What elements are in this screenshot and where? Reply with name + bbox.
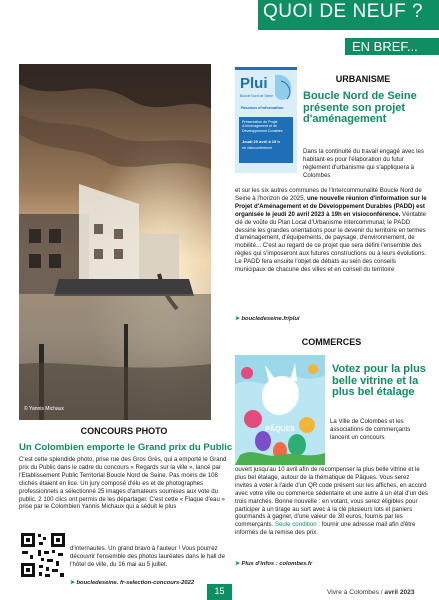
plui-brochure bbox=[235, 67, 297, 173]
section-subtitle: EN BREF... bbox=[352, 39, 418, 54]
brochure-heading: Réunion d'information bbox=[241, 105, 284, 110]
footer-separator: / bbox=[378, 589, 385, 596]
page-number: 15 bbox=[214, 586, 225, 596]
arrow-right-icon: ➤ bbox=[70, 580, 75, 586]
magazine-footer bbox=[327, 589, 415, 596]
commerces-title: Votez pour la plus belle vitrine et la plus bel étalage bbox=[332, 363, 426, 398]
photo-article-body-top: C'est cette splendide photo, prise rue des Gros Grès, qui a emporté le Grand prix du Public dans le cadre du concours « Regards sur la ville », lancé par l'Etablissement Public Territorial Boucle Nord de Seine. Pas moins de 108 clichés étaient en lice. Un jury composé d'élu·es et de photographes professionnels a sélectionné 25 images d'amateurs soumises aux vote du public. 2 100 clics ont permis de les départager. C'est cette « Flaque d'eau » prise par le Colombien Yannis Michaux qui a séduit le plus bbox=[19, 456, 227, 511]
brochure-date: Jeudi 20 avril à 19 h bbox=[242, 139, 280, 144]
commerces-condition-label: Seule condition : bbox=[274, 521, 321, 529]
qr-code[interactable] bbox=[19, 531, 67, 579]
commerces-body-text2: Bonne nouvelle : en votant, vous serez éligibles pour participer à un tirage au sort avec à la clé plusieurs lots et paniers gourmands à gagner, d'une valeur de 30 euros, fournis par les commerçants. bbox=[235, 497, 418, 529]
photo-article-link[interactable] bbox=[70, 580, 194, 586]
commerces-condition-text: fournir une adresse mail afin d'être informés de la remise des prix. bbox=[235, 521, 416, 537]
brochure-org: Boucle Nord de Seine bbox=[240, 94, 273, 98]
brochure-desc: Présentation du Projet d'Aménagement et de Développement Durables bbox=[242, 120, 283, 133]
arrow-right-icon: ➤ bbox=[235, 316, 240, 322]
photo-article-kicker: CONCOURS PHOTO bbox=[80, 426, 168, 436]
urbanisme-body-highlight: une nouvelle réunion d'information sur le Projet d'Aménagement et de Développement Durables (PADD) est organisée le jeudi 20 avril 2023 à 19h en visioconférence. bbox=[235, 194, 427, 218]
photo-article-title: Un Colombien emporte le Grand prix du Public bbox=[19, 442, 233, 453]
brochure-mode: en visioconférence bbox=[242, 146, 272, 150]
easter-poster-text: PÂQUES bbox=[265, 426, 295, 433]
commerces-kicker: COMMERCES bbox=[301, 337, 362, 347]
magazine-issue: avril 2023 bbox=[384, 589, 415, 596]
urbanisme-link[interactable] bbox=[235, 316, 299, 322]
urbanisme-body-intro: Dans la continuité du travail engagé avec les habitant·es pour l'élaboration du futur règlement d'urbanisme qui s'appliquera à Colombes bbox=[303, 148, 424, 179]
urbanisme-kicker: URBANISME bbox=[335, 74, 391, 84]
magazine-name: Vivre à Colombes bbox=[327, 589, 379, 596]
photo-credit: © Yannis Michaux bbox=[24, 406, 64, 412]
section-title: QUOI DE NEUF ? bbox=[263, 1, 424, 22]
urbanisme-body-text1: et sur les six autres communes de l'intercommunalité Boucle Nord de Seine à l'horizon de 2025, bbox=[235, 187, 422, 202]
urbanisme-body-text2: Véritable clé de voûte du Plan Local d'Urbanisme intercommunal, le PADD dessine les grandes orientations pour le devenir du territoire en termes d'aménagement, d'équipements, de paysage, d'environnement, de mobilité... C'est au regard de ce projet que sera défini l'ensemble des règles qui s'imposeront aux futures constructions ou à leurs évolutions. Le PADD fera ensuite l'objet de débats au sein des conseils municipaux de chacune des villes et en conseil du territoire bbox=[235, 210, 427, 274]
contest-photo bbox=[19, 64, 211, 420]
easter-poster bbox=[235, 355, 325, 465]
arrow-right-icon: ➤ bbox=[235, 561, 240, 567]
photo-article-body bbox=[19, 456, 229, 511]
commerces-body bbox=[235, 466, 428, 537]
urbanisme-link-text[interactable]: boucledeseine.fr/plui bbox=[241, 316, 300, 322]
commerces-link-text[interactable]: Plus d'infos : colombes.fr bbox=[241, 561, 313, 567]
brochure-logo: Plui bbox=[240, 75, 268, 92]
photo-article-link-text[interactable]: boucledeseine. fr-selection-concours-2022 bbox=[76, 580, 195, 586]
urbanisme-body bbox=[235, 187, 428, 274]
commerces-body-intro: La Ville de Colombes et les associations de commerçants lancent un concours bbox=[330, 418, 411, 441]
commerces-body-text1: ouvert jusqu'au 10 avril afin de récompenser la plus belle vitrine et le plus bel étalage, autour de la thématique de Pâques. Vous serez invités à voter à l'aide d'un QR code présent sur les affiches, en accord avec votre ville ou commerce sédentaire et une autre à un étal d'un des trois marchés. bbox=[235, 466, 428, 505]
photo-article-body-bottom: d'internautes. Un grand bravo à l'auteur ! Vous pourrez découvrir l'ensemble des photos lauréates dans le hall de l'hôtel de ville, du 16 mai au 5 juillet. bbox=[70, 545, 225, 568]
commerces-link[interactable] bbox=[235, 561, 312, 567]
urbanisme-title: Boucle Nord de Seine présente son projet d'aménagement bbox=[303, 90, 417, 125]
